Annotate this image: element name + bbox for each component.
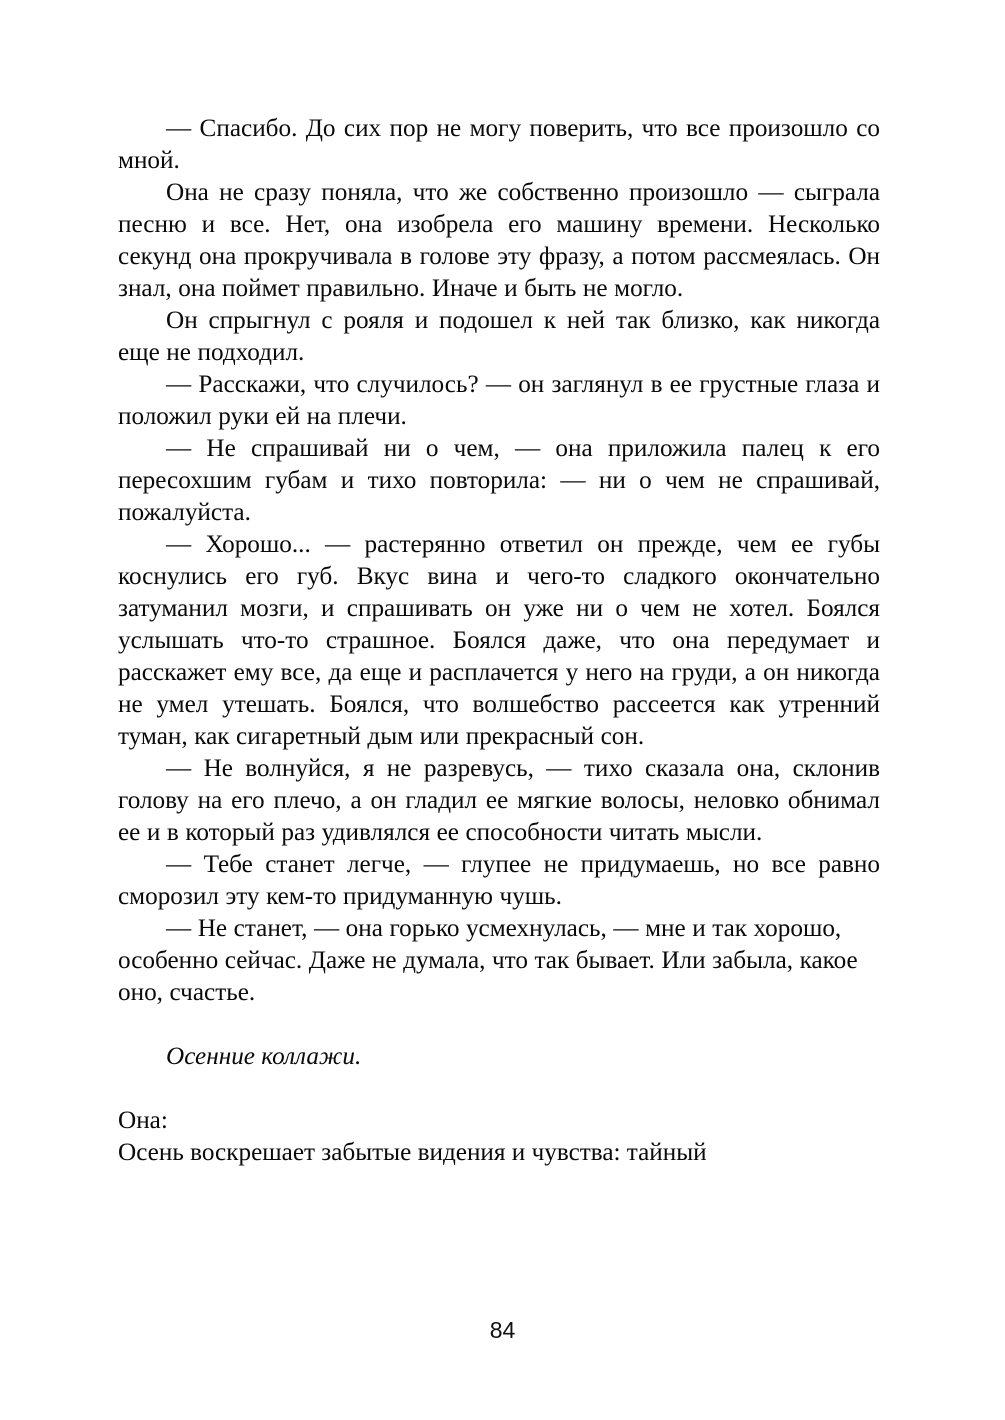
paragraph-7: — Не волнуйся, я не разревусь, — тихо сказала она, склонив голову на его плечо, а он гладил ее мягкие волосы, неловко обнимал ее и в который раз удивлялся ее способности читать мысли. <box>118 755 880 846</box>
spacer-before-heading <box>118 1009 880 1041</box>
paragraph-4: — Расскажи, что случилось? — он заглянул в ее грустные глаза и положил руки ей на плечи. <box>118 371 880 430</box>
paragraph-5: — Не спрашивай ни о чем, — она приложила палец к его пересохшим губам и тихо повторила: — ни о чем не спрашивай, пожалуйста. <box>118 435 880 526</box>
page-number: 84 <box>489 1317 516 1343</box>
closing-line: Осень воскрешает забытые видения и чувства: тайный <box>118 1139 707 1166</box>
paragraph-8: — Тебе станет легче, — глупее не придумаешь, но все равно сморозил эту кем-то придуманную чушь. <box>118 851 880 910</box>
paragraph-6: — Хорошо... — растерянно ответил он прежде, чем ее губы коснулись его губ. Вкус вина и чего-то сладкого окончательно затуманил мозги, и спрашивать он уже ни о чем не хотел. Боялся услышать что-то страшное. Боялся даже, что она передумает и расскажет ему все, да еще и расплачется у него на груди, а он никогда не умел утешать. Боялся, что волшебство рассеется как утренний туман, как сигаретный дым или прекрасный сон. <box>118 531 880 750</box>
paragraph-2: Она не сразу поняла, что же собственно произошло — сыграла песню и все. Нет, она изобрела его машину времени. Несколько секунд она прокручивала в голове эту фразу, а потом рассмеялась. Он знал, она поймет правильно. Иначе и быть не могло. <box>118 179 880 302</box>
paragraph-3: Он спрыгнул с рояля и подошел к ней так близко, как никогда еще не подходил. <box>118 307 880 366</box>
paragraph-1: — Спасибо. До сих пор не могу поверить, что все произошло со мной. <box>118 115 880 174</box>
paragraph-9: — Не станет, — она горько усмехнулась, — мне и так хорошо, особенно сейчас. Даже не думала, что так бывает. Или забыла, какое оно, счастье. <box>118 915 858 1006</box>
spacer-after-heading <box>118 1073 880 1105</box>
section-heading: Осенние коллажи. <box>166 1043 362 1070</box>
speaker-label: Она: <box>118 1107 168 1134</box>
text-column <box>118 113 880 1169</box>
